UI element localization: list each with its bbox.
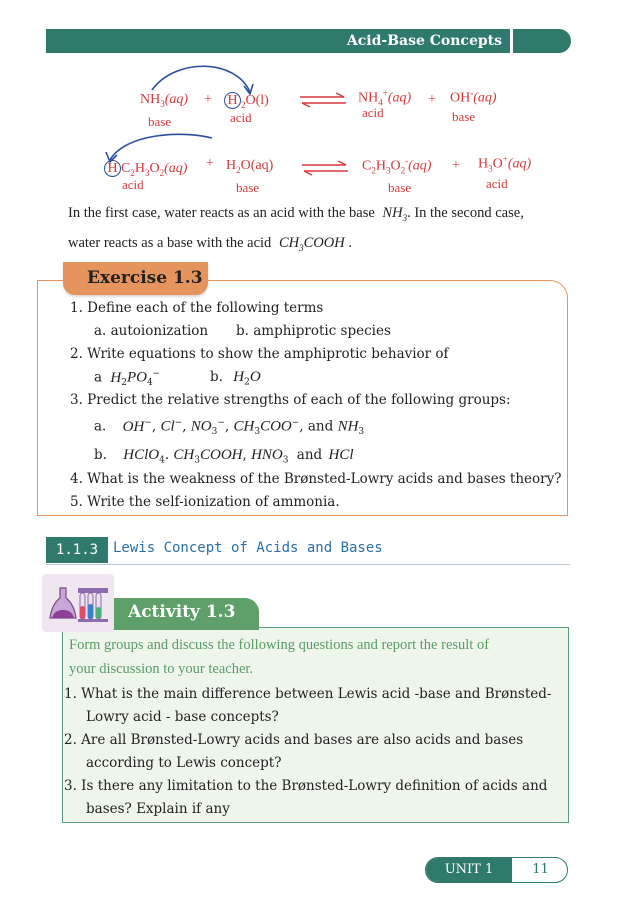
activity-intro-line-2: your discussion to your teacher.	[69, 661, 254, 677]
header-cap	[513, 29, 571, 53]
equilibrium-arrow-2	[300, 160, 350, 176]
activity-q3-line-2: bases? Explain if any	[86, 801, 230, 817]
exercise-q3a: a. OH−, Cl−, $NO_3^-$, $CH_3COO^-$, and $NH_3$	[94, 418, 365, 438]
reaction1-right1: $NH_4^+(aq)$	[358, 88, 412, 108]
reaction2-left: H $C_2H_3O_2(aq)$	[104, 160, 187, 178]
exercise-q2: 2. Write equations to show the amphiprotic behavior of	[70, 346, 449, 362]
exercise-title: Exercise 1.3	[87, 268, 203, 288]
exercise-q1: 1. Define each of the following terms	[70, 300, 324, 316]
exercise-q1a: a. autoionization	[94, 323, 209, 339]
lab-glassware-icon	[42, 574, 114, 632]
page-footer	[425, 857, 568, 883]
activity-q2-line-2: according to Lewis concept?	[86, 755, 282, 771]
label-acid: acid	[230, 110, 252, 125]
reaction1-water: H $_2$O(l)	[224, 92, 269, 110]
section-title: Lewis Concept of Acids and Bases	[113, 540, 383, 556]
label-base: base	[452, 109, 476, 124]
exercise-q1b: b. amphiprotic species	[236, 323, 391, 339]
section-number: 1.1.3	[46, 537, 108, 563]
reaction2-plus1: +	[206, 156, 214, 171]
paragraph-line-2: water reacts as a base with the acid $CH_3COOH$ .	[68, 235, 352, 253]
activity-q1-line-2: Lowry acid - base concepts?	[86, 709, 279, 725]
reaction1-right2: OH-(aq)	[450, 88, 497, 106]
reaction1-plus2: +	[428, 92, 436, 107]
exercise-q3b: b. HClO$_4$. $CH_3COOH$, $HNO_3$ and HCl	[94, 447, 354, 466]
exercise-q3: 3. Predict the relative strengths of each of the following groups:	[70, 392, 511, 408]
reaction1-plus1: +	[204, 92, 212, 107]
page-number: 11	[532, 862, 549, 877]
label-acid: acid	[362, 105, 384, 120]
exercise-q5: 5. Write the self-ionization of ammonia.	[70, 494, 340, 510]
activity-q1-line-1: 1. What is the main difference between Lewis acid -base and Brønsted-	[64, 686, 552, 702]
unit-label: UNIT 1	[426, 858, 512, 882]
label-acid: acid	[486, 176, 508, 191]
exercise-q4: 4. What is the weakness of the Brønsted-Lowry acids and bases theory?	[70, 471, 562, 487]
label-acid: acid	[122, 177, 144, 192]
exercise-q2a: a $H_2PO_4^-$	[94, 369, 161, 389]
reaction1-left: $NH_3(aq)$	[140, 92, 189, 109]
reaction2-plus2: +	[452, 158, 460, 173]
activity-q3-line-1: 3. Is there any limitation to the Brønsted-Lowry definition of acids and	[64, 778, 548, 794]
reaction2-right1: $C_2H_3O_2^-(aq)$	[362, 156, 432, 176]
label-base: base	[236, 180, 260, 195]
paragraph-line-1: In the first case, water reacts as an acid with the base $NH_3$. In the second case,	[68, 205, 524, 223]
reaction2-right2: $H_3O^+(aq)$	[478, 154, 532, 174]
label-base: base	[148, 114, 172, 129]
equilibrium-arrow-1	[298, 92, 348, 108]
label-base: base	[388, 180, 412, 195]
activity-q2-line-1: 2. Are all Brønsted-Lowry acids and bases are also acids and bases	[64, 732, 524, 748]
reaction2-water: $H_2O(aq)$	[226, 158, 274, 175]
exercise-q2b: b. $H_2O$	[210, 369, 261, 388]
header-title: Acid-Base Concepts	[346, 33, 502, 49]
section-divider	[46, 564, 570, 565]
activity-title: Activity 1.3	[128, 602, 236, 622]
activity-intro-line-1: Form groups and discuss the following questions and report the result of	[69, 637, 490, 653]
